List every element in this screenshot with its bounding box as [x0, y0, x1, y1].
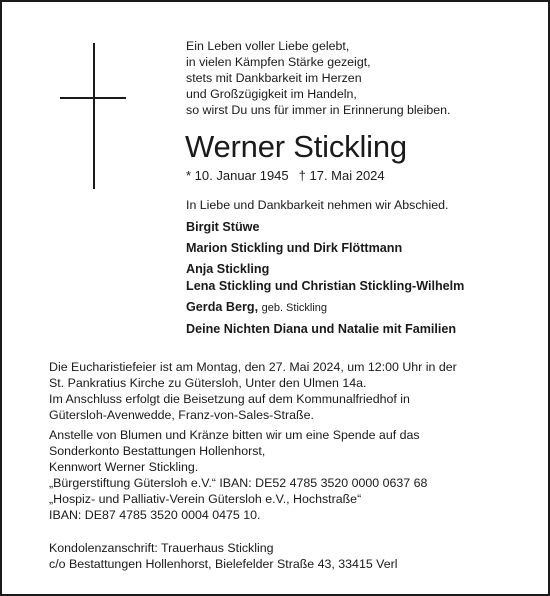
donation-line: Anstelle von Blumen und Kränze bitten wir um eine Spende auf das [49, 428, 420, 442]
cross-horizontal-bar [60, 97, 126, 99]
poem-line: in vielen Kämpfen Stärke gezeigt, [186, 55, 371, 69]
cross-vertical-bar [93, 43, 95, 189]
service-line: Die Eucharistiefeier ist am Montag, den 27. Mai 2024, um 12:00 Uhr in der [49, 360, 457, 374]
farewell-line: In Liebe und Dankbarkeit nehmen wir Abschied. [186, 198, 449, 212]
poem [186, 38, 450, 118]
donation-line: „Hospiz- und Palliativ-Verein Gütersloh e.V., Hochstraße“ [49, 492, 362, 506]
poem-line: stets mit Dankbarkeit im Herzen [186, 71, 362, 85]
service-paragraph [49, 359, 457, 423]
condolence-line: Kondolenzanschrift: Trauerhaus Stickling [49, 541, 274, 555]
death-date: † 17. Mai 2024 [298, 168, 385, 183]
mourner: Deine Nichten Diana und Natalie mit Familien [186, 322, 457, 336]
deceased-name: Werner Stickling [185, 129, 407, 164]
condolence-line: c/o Bestattungen Hollenhorst, Bielefelder Straße 43, 33415 Verl [49, 557, 398, 571]
mourner: Marion Stickling und Dirk Flöttmann [186, 241, 403, 255]
donation-line: Sonderkonto Bestattungen Hollenhorst, [49, 444, 266, 458]
life-dates [186, 167, 385, 185]
poem-line: Ein Leben voller Liebe gelebt, [186, 39, 350, 53]
service-line: Im Anschluss erfolgt die Beisetzung auf dem Kommunalfriedhof in [49, 392, 410, 406]
mourner [186, 299, 464, 317]
mourner-name: Gerda Berg, [186, 300, 259, 314]
donation-line: Kennwort Werner Stickling. [49, 460, 199, 474]
service-line: St. Pankratius Kirche zu Gütersloh, Unter den Ulmen 14a. [49, 376, 367, 390]
service-line: Gütersloh-Avenwedde, Franz-von-Sales-Straße. [49, 408, 314, 422]
mourners-list [186, 219, 464, 338]
mourner: Lena Stickling und Christian Stickling-Wilhelm [186, 279, 465, 293]
donation-line: IBAN: DE87 4785 3520 0004 0475 10. [49, 508, 261, 522]
mourner: Anja Stickling [186, 262, 270, 276]
donation-line: „Bürgerstiftung Gütersloh e.V.“ IBAN: DE52 4785 3520 0000 0637 68 [49, 476, 428, 490]
condolence-address [49, 540, 398, 572]
mourner: Birgit Stüwe [186, 220, 260, 234]
donation-paragraph [49, 427, 427, 523]
birth-date: * 10. Januar 1945 [186, 168, 289, 183]
mourner-maiden-name: geb. Stickling [261, 302, 328, 314]
poem-line: und Großzügigkeit im Handeln, [186, 87, 357, 101]
poem-line: so wirst Du uns für immer in Erinnerung bleiben. [186, 103, 451, 117]
